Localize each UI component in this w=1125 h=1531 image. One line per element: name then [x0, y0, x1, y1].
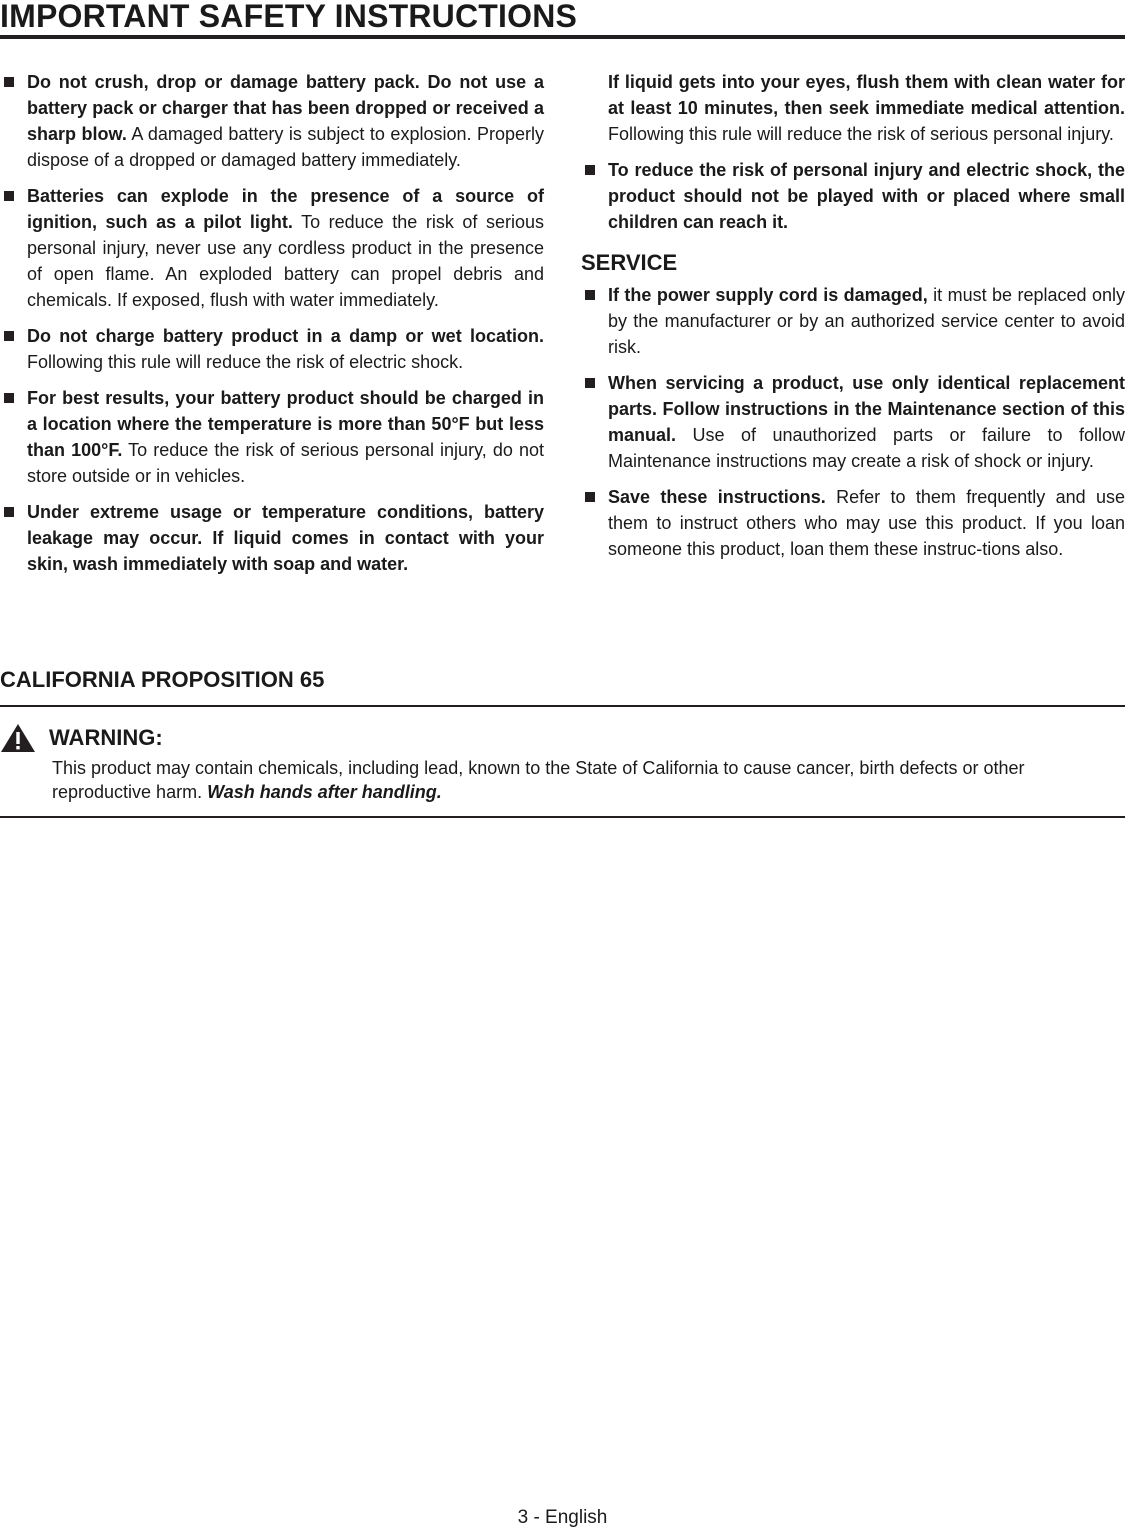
square-bullet-icon: [4, 331, 14, 341]
safety-item: [27, 323, 544, 375]
safety-item-text: Following this rule will reduce the risk of electric shock.: [27, 352, 464, 372]
warning-triangle-icon: [0, 723, 36, 753]
square-bullet-icon: [4, 507, 14, 517]
square-bullet-icon: [585, 378, 595, 388]
safety-item: [27, 183, 544, 313]
service-item-text: it must be replaced only by the manufacturer or by an authorized service center to avoid risk.: [608, 285, 1125, 357]
safety-item: [608, 157, 1125, 235]
safety-item-bold: Batteries can explode in the presence of a source of ignition, such as a pilot light.: [27, 186, 544, 232]
square-bullet-icon: [4, 191, 14, 201]
service-item-text: Use of unauthorized parts or failure to follow Maintenance instructions may create a risk of shock or injury.: [608, 425, 1125, 471]
safety-item-bold: Do not charge battery product in a damp or wet location.: [27, 326, 544, 346]
safety-item: [27, 385, 544, 489]
service-item-bold: If the power supply cord is damaged,: [608, 285, 928, 305]
safety-item-bold: Under extreme usage or temperature conditions, battery leakage may occur. If liquid comes in contact with your skin, wash immediately with soap and water.: [27, 502, 544, 574]
safety-item-text: Following this rule will reduce the risk of serious personal injury.: [608, 124, 1114, 144]
service-list: [608, 282, 1125, 562]
warning-text: [52, 756, 1092, 804]
square-bullet-icon: [585, 492, 595, 502]
warning-label: WARNING:: [49, 725, 163, 750]
service-item: [608, 282, 1125, 360]
page-title: IMPORTANT SAFETY INSTRUCTIONS: [0, 0, 578, 34]
safety-item-bold: Do not crush, drop or damage battery pack. Do not use a battery pack or charger that has been dropped or received a sharp blow.: [27, 72, 544, 144]
safety-item-continuation: [608, 69, 1125, 147]
safety-item-text: A damaged battery is subject to explosion. Properly dispose of a dropped or damaged battery immediately.: [27, 124, 544, 170]
service-item-bold: Save these instructions.: [608, 487, 826, 507]
safety-item: [27, 499, 544, 577]
safety-item-bold: If liquid gets into your eyes, flush them with clean water for at least 10 minutes, then seek immediate medical attention.: [608, 72, 1125, 118]
service-item: [608, 484, 1125, 562]
square-bullet-icon: [585, 165, 595, 175]
safety-item-bold: For best results, your battery product should be charged in a location where the temperature is more than 50°F but less than 100°F.: [27, 388, 544, 460]
safety-item: [27, 69, 544, 173]
service-item-bold: When servicing a product, use only identical replacement parts. Follow instructions in the Maintenance section of this manual.: [608, 373, 1125, 445]
right-column: [581, 69, 1125, 572]
left-column: [27, 69, 544, 587]
safety-item-text: To reduce the risk of serious personal injury, do not store outside or in vehicles.: [27, 440, 544, 486]
warning-emphasis: Wash hands after handling.: [207, 782, 442, 802]
warning-body: This product may contain chemicals, including lead, known to the State of California to cause cancer, birth defects or other reproductive harm.: [52, 758, 1025, 802]
safety-item-bold: To reduce the risk of personal injury and electric shock, the product should not be played with or placed where small children can reach it.: [608, 160, 1125, 232]
service-heading: SERVICE: [581, 250, 678, 275]
warning-header: [0, 723, 163, 753]
page-number: 3 - English: [517, 1507, 608, 1528]
california-top-divider: [0, 705, 1125, 707]
service-item: [608, 370, 1125, 474]
square-bullet-icon: [4, 77, 14, 87]
service-item-text: Refer to them frequently and use them to instruct others who may use this product. If you loan someone this product, loan them these instruc-tions also.: [608, 487, 1125, 559]
title-divider: [0, 35, 1125, 39]
square-bullet-icon: [585, 290, 595, 300]
safety-item-text: To reduce the risk of serious personal injury, never use any cordless product in the presence of open flame. An exploded battery can propel debris and chemicals. If exposed, flush with water immediately.: [27, 212, 544, 310]
california-prop65-title: CALIFORNIA PROPOSITION 65: [0, 667, 325, 692]
square-bullet-icon: [4, 393, 14, 403]
california-bottom-divider: [0, 816, 1125, 818]
